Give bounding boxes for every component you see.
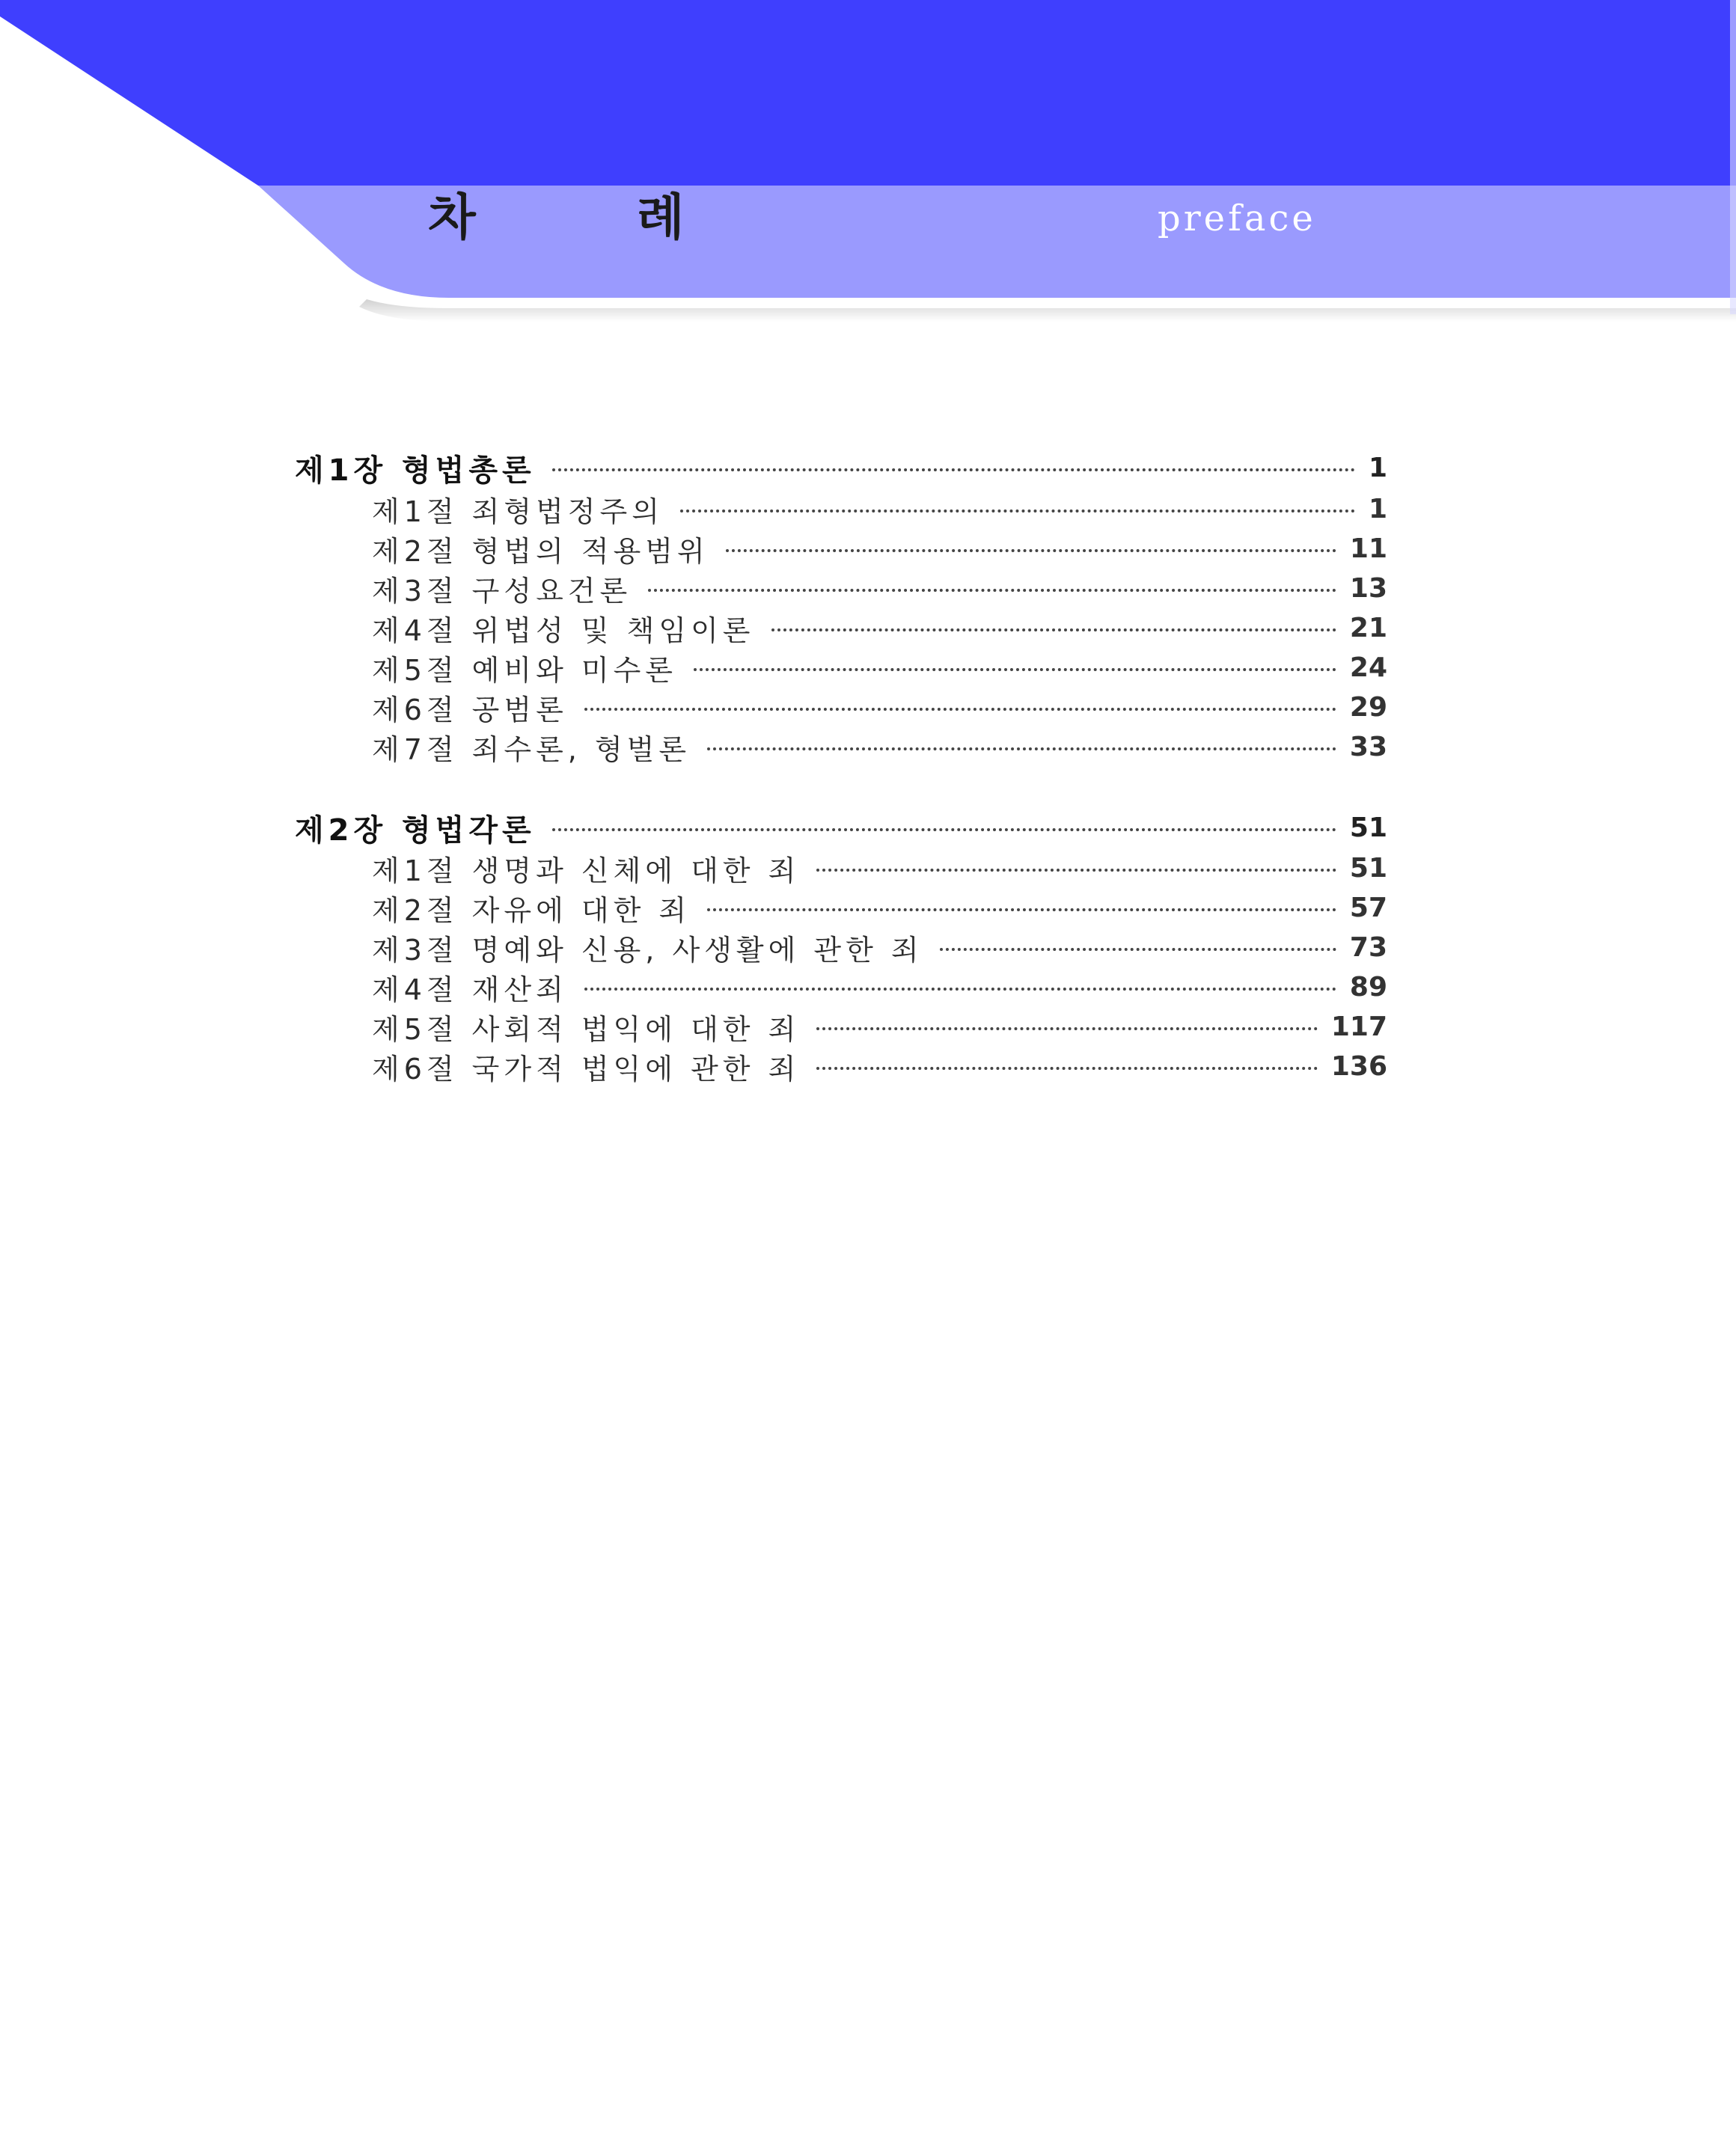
toc-section[interactable] [372,928,1387,967]
toc-section[interactable] [372,529,1387,568]
toc-page-number: 11 [1349,533,1387,564]
toc-leader-dots [584,988,1336,991]
toc-section[interactable] [372,569,1387,608]
toc-leader-dots [771,628,1336,631]
toc-chapter-2[interactable] [295,808,1387,847]
toc-leader-dots [816,869,1336,872]
toc-section-title: 제3절 구성요건론 [372,574,632,608]
toc-section[interactable] [372,608,1387,647]
toc-leader-dots [552,468,1355,471]
toc-section[interactable] [372,489,1387,528]
toc-section-title: 제6절 공범론 [372,693,568,726]
toc-section[interactable] [372,727,1387,766]
toc-leader-dots [726,549,1336,552]
toc-page-number: 51 [1349,812,1387,843]
toc-chapter-1[interactable] [295,448,1387,487]
toc-section[interactable] [372,967,1387,1006]
toc-leader-dots [940,948,1336,951]
toc-leader-dots [694,668,1336,671]
toc-section[interactable] [372,648,1387,687]
header-right-edge [1730,0,1736,314]
toc-leader-dots [707,747,1336,750]
toc-section-title: 제1절 죄형법정주의 [372,495,664,528]
toc-page-number: 117 [1330,1011,1387,1042]
page-title: 차 례 [428,189,757,246]
toc-section-title: 제2절 형법의 적용범위 [372,534,709,568]
toc-page-number: 1 [1368,493,1387,524]
toc-section-title: 제4절 위법성 및 책임이론 [372,613,755,647]
toc-page-number: 21 [1349,612,1387,643]
toc-section[interactable] [372,1007,1387,1046]
toc-section-title: 제7절 죄수론, 형벌론 [372,732,691,766]
header-dark-band [0,0,1736,186]
header-band [0,0,1736,322]
toc-section-title: 제6절 국가적 법익에 관한 죄 [372,1052,801,1086]
toc-leader-dots [816,1067,1318,1070]
toc-page-number: 136 [1330,1050,1387,1082]
toc-chapter-title: 제2장 형법각론 [295,813,536,848]
header-shadow [359,299,1736,322]
toc-section[interactable] [372,848,1387,887]
toc-section-title: 제2절 자유에 대한 죄 [372,893,691,927]
toc-leader-dots [584,708,1336,711]
toc-section[interactable] [372,1047,1387,1086]
toc-page-number: 24 [1349,652,1387,683]
toc-leader-dots [816,1027,1318,1030]
toc-page-number: 13 [1349,572,1387,604]
toc-section-title: 제1절 생명과 신체에 대한 죄 [372,854,801,887]
toc-page-number: 57 [1349,892,1387,923]
toc-page-number: 29 [1349,691,1387,723]
toc-section[interactable] [372,888,1387,927]
toc-chapter-title: 제1장 형법총론 [295,453,536,488]
toc-page-number: 1 [1368,452,1387,483]
toc-section[interactable] [372,688,1387,726]
toc-leader-dots [680,509,1355,512]
toc-page-number: 51 [1349,852,1387,884]
toc-page-number: 73 [1349,931,1387,963]
toc-section-title: 제5절 예비와 미수론 [372,653,677,687]
toc-leader-dots [648,589,1336,592]
toc-leader-dots [707,908,1336,911]
toc-page-number: 33 [1349,731,1387,762]
toc-section-title: 제4절 재산죄 [372,973,568,1006]
page-subtitle: preface [1158,198,1316,239]
toc-leader-dots [552,828,1336,831]
toc-page-number: 89 [1349,971,1387,1003]
toc-section-title: 제3절 명예와 신용, 사생활에 관한 죄 [372,933,923,967]
toc-section-title: 제5절 사회적 법익에 대한 죄 [372,1012,801,1046]
